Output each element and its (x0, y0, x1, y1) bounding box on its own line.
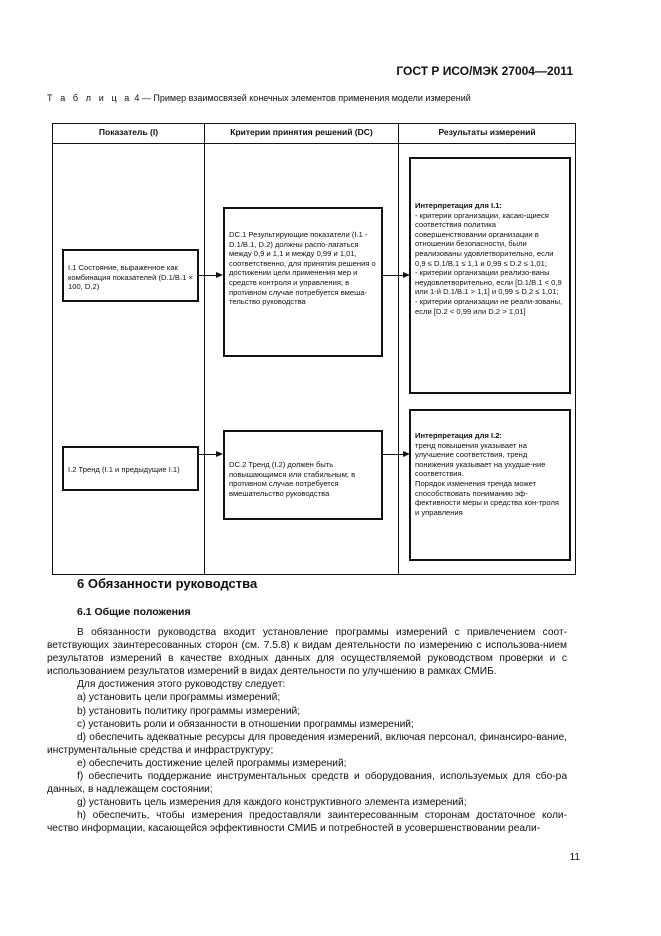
list-item: c) установить роли и обязанности в отношении программы измерений; (77, 718, 414, 730)
result-title: Интерпретация для I.1: (415, 201, 502, 210)
result-title: Интерпретация для I.2: (415, 431, 502, 440)
arrow-icon (216, 272, 223, 278)
result-box-2 (409, 409, 571, 561)
body-text (47, 626, 567, 836)
paragraph: В обязанности руководства входит установление программы измерений с привлечением соот-ветствующих заинтересованных сторон (см. 7.5.8) к видам деятельности по измерению с использова-нием результатов измерений в качестве входных данных для осуществляемой руководством проверки и с использованием результатов измерений в видах деятельности по улучшению в рамках СМИБ. (47, 627, 567, 678)
subsection-title: 6.1 Общие положения (77, 606, 191, 618)
column-header-criteria: Критерии принятия решений (DC) (230, 127, 373, 137)
indicator-box-2 (62, 446, 199, 491)
result-box-1 (409, 157, 571, 394)
arrow-icon (216, 451, 223, 457)
column-header-results: Результаты измерений (438, 127, 536, 137)
list-item: d) обеспечить адекватные ресурсы для проведения измерений, включая персонал, финансиро-вание, инструментальные средства и инфраструктуру; (47, 731, 567, 756)
criteria-box-1 (223, 207, 383, 357)
indicator-text: I.2 Тренд (I.1 и предыдущие I.1) (68, 465, 180, 474)
result-line: - критерии организации, касаю-щиеся соответствия политика совершенствовании организации в отношении безопасности, были реализованы удовлетворительно, если 0,9 ≤ D.1/B.1 ≤ 1,1 и 0,99 ≤ D.2 ≤ 1,01; (415, 210, 554, 268)
page-number: 11 (569, 852, 580, 863)
table-caption (47, 93, 471, 103)
indicator-box-1 (62, 249, 199, 302)
list-item: f) обеспечить поддержание инструментальных средств и оборудования, используемых для сбо-ра данных, в надлежащем состоянии; (47, 771, 567, 796)
header-divider (53, 143, 575, 144)
criteria-text: DC.2 Тренд (I.2) должен быть повышающимся или стабильным; в противном случае потребуется вмешательство руководства (229, 460, 356, 498)
paragraph: Для достижения этого руководству следует: (77, 679, 286, 691)
document-header: ГОСТ Р ИСО/МЭК 27004—2011 (396, 64, 573, 78)
result-line: тренд повышения указывает на улучшение соответствия, тренд понижения указывает на ухудше-ние соответствия. (415, 440, 546, 479)
list-item: b) установить политику программы измерений; (77, 705, 301, 717)
list-item: a) установить цели программы измерений; (77, 692, 281, 704)
section-title: 6 Обязанности руководства (77, 576, 258, 591)
result-line: - критерии организации не реали-зованы, если [D.2 < 0,99 или D.2 > 1,01] (415, 296, 563, 316)
table-caption-text: 4 — Пример взаимосвязей конечных элементов применения модели измерений (134, 93, 471, 103)
list-item: g) установить цель измерения для каждого конструктивного элемента измерений; (77, 797, 467, 809)
criteria-text: DC.1 Результирующие показатели (I.1 - D.1/B.1, D.2) должны распо-лагаться между 0,9 и 1,1 и между 0,99 и 1,01, соответственно, для принятия решения о достижении цели применения мер и средств контроля и управления; в противном случае потребуется вмеша-тельство руководства (229, 230, 376, 307)
table-caption-label: Т а б л и ц а (47, 93, 132, 103)
column-divider (398, 124, 399, 574)
column-divider (204, 124, 205, 574)
result-line: - критерии организации реализо-ваны неудовлетворительно, если [D.1/B.1 < 0,9 или 1-й D.1/B.1 > 1,1] и 0,99 ≤ D.2 ≤ 1,01; (415, 268, 562, 297)
indicator-text: I.1 Состояние, выраженное как комбинация показателей (D.1/B.1 × 100, D.2) (68, 263, 193, 292)
list-item: h) обеспечить, чтобы измерения предоставляли заинтересованным сторонам достаточное коли-чество информации, касающейся эффективности СМИБ и потребностей в усовершенствовании реали- (47, 810, 567, 835)
result-line: Порядок изменения тренда может способствовать пониманию эф-фективности меры и средства кон-троля и управления (415, 478, 559, 517)
column-header-indicator: Показатель (I) (98, 127, 159, 137)
criteria-box-2 (223, 430, 383, 520)
list-item: e) обеспечить достижение целей программы измерений; (77, 757, 347, 769)
measurement-model-table (52, 123, 576, 575)
